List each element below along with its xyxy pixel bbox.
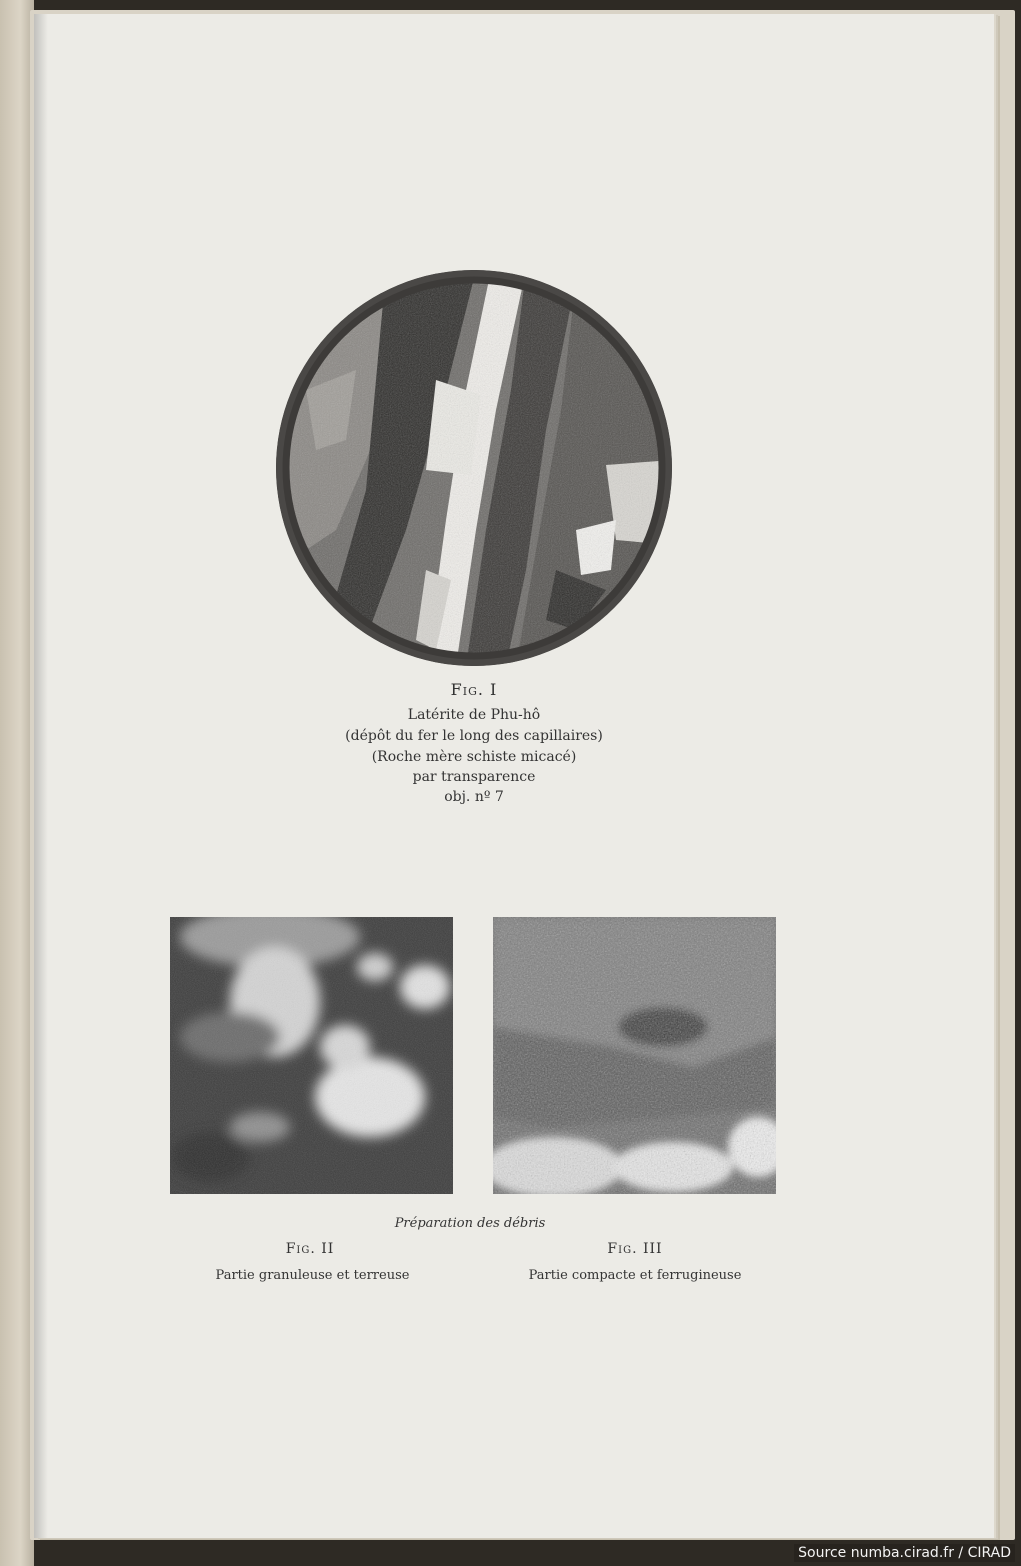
figure-1-caption-line-3: (Roche mère schiste micacé) (371, 749, 577, 765)
figure-1-caption-line-2: (dépôt du fer le long des capillaires) (345, 728, 603, 744)
figure-2-caption: Partie granuleuse et terreuse (215, 1268, 410, 1283)
adjacent-page-edge (0, 0, 34, 1566)
figure-2-micrograph (170, 917, 453, 1194)
figure-1-label: Fig. I (450, 680, 498, 699)
figure-1-caption-line-4: par transparence (412, 769, 536, 785)
figure-2-label: Fig. II (285, 1241, 335, 1257)
figure-3-micrograph (493, 917, 776, 1194)
section-caption: Préparation des débris (394, 1216, 546, 1231)
page-gutter-shadow (34, 14, 48, 1538)
figure-1-micrograph (276, 270, 672, 666)
figure-3-label: Fig. III (607, 1241, 663, 1257)
figure-1-caption-line-5: obj. nº 7 (444, 789, 504, 805)
figure-1-caption-line-1: Latérite de Phu-hô (407, 707, 541, 723)
source-credit: Source numba.cirad.fr / CIRAD (794, 1544, 1015, 1562)
figure-3-caption: Partie compacte et ferrugineuse (528, 1268, 742, 1283)
